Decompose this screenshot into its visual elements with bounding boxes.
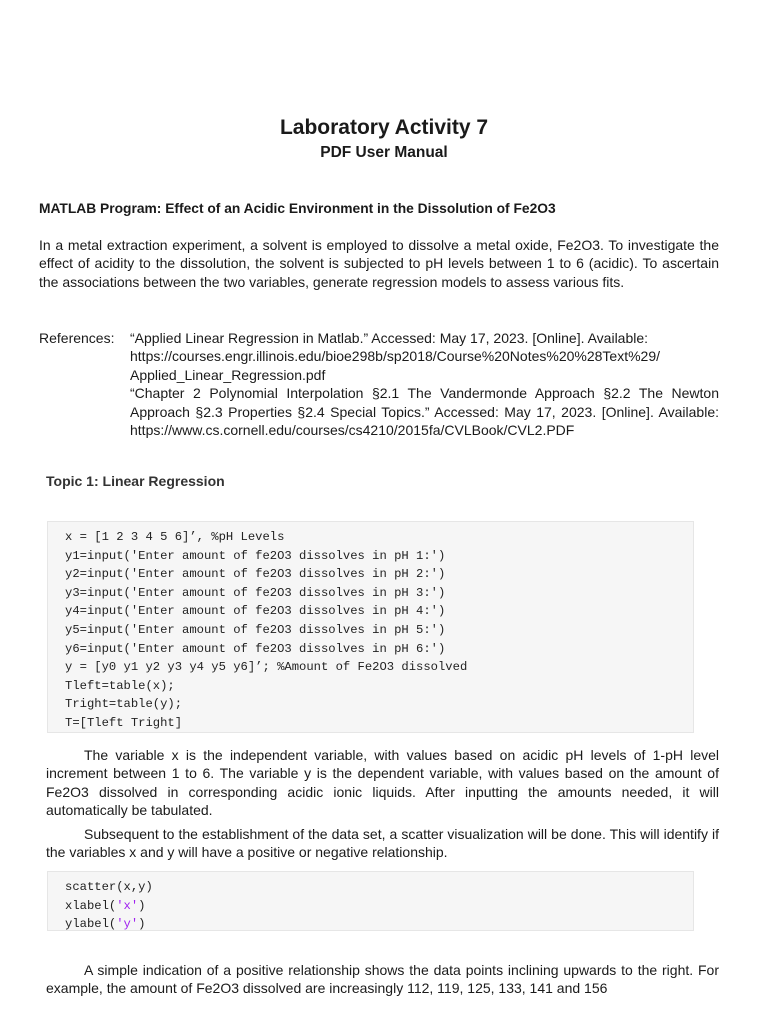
code-token: )	[138, 917, 146, 931]
code-line: y2=input('Enter amount of fe2O3 dissolves in pH 2:')	[65, 567, 446, 582]
reference-2: “Chapter 2 Polynomial Interpolation §2.1 The Vandermonde Approach §2.2 The Newton Approach §2.3 Properties §2.4 Special Topics.” Accessed: May 17, 2023. [Online]. Available: https://www.cs.cornell.edu/courses/cs4210/2015fa/CVLBook/CVL2.PDF	[130, 385, 719, 439]
code-line	[65, 915, 693, 931]
reference-1-url-cont[interactable]: Applied_Linear_Regression.pdf	[130, 366, 326, 383]
code-token: xlabel(	[65, 898, 117, 913]
page-title: Laboratory Activity 7	[279, 116, 489, 139]
code-string: 'x'	[116, 898, 139, 913]
code-line: Tleft=table(x);	[65, 678, 175, 693]
relationship-paragraph: A simple indication of a positive relationship shows the data points inclining upwards to the right. For example, the amount of Fe2O3 dissolved are increasingly 112, 119, 125, 133, 141 and 156	[46, 962, 719, 997]
reference-1-text: “Applied Linear Regression in Matlab.” Accessed: May 17, 2023. [Online]. Available:	[130, 330, 649, 346]
scatter-paragraph: Subsequent to the establishment of the data set, a scatter visualization will be done. This will identify if the variables x and y will have a positive or negative relationship.	[46, 826, 719, 861]
code-line: T=[Tleft Tright]	[65, 715, 183, 730]
code-line: y3=input('Enter amount of fe2O3 dissolves in pH 3:')	[65, 585, 446, 600]
code-string: 'y'	[116, 917, 139, 931]
page-subtitle: PDF User Manual	[320, 144, 448, 161]
reference-1	[130, 329, 719, 384]
program-heading: MATLAB Program: Effect of an Acidic Environment in the Dissolution of Fe2O3	[39, 201, 556, 216]
code-block-scatter	[47, 871, 694, 931]
reference-1-url[interactable]: https://courses.engr.illinois.edu/bioe298b/sp2018/Course%20Notes%20%28Text%29/	[130, 348, 661, 365]
code-token: ylabel(	[65, 917, 117, 931]
code-line: y6=input('Enter amount of fe2O3 dissolves in pH 6:')	[65, 641, 446, 656]
code-line: Tright=table(y);	[65, 697, 183, 712]
references-label: References:	[39, 330, 115, 346]
variables-paragraph: The variable x is the independent variable, with values based on acidic pH levels of 1-pH level increment between 1 to 6. The variable y is the dependent variable, with values based on the amount of Fe2O3 dissolved in corresponding acidic ionic liquids. After inputting the amounts needed, it will automatically be tabulated.	[46, 747, 719, 819]
code-line: y = [y0 y1 y2 y3 y4 y5 y6]’; %Amount of Fe2O3 dissolved	[65, 660, 468, 675]
code-block-regression-input	[47, 521, 694, 733]
code-line: x = [1 2 3 4 5 6]’, %pH Levels	[65, 530, 285, 544]
references-list	[130, 329, 719, 439]
code-line: y1=input('Enter amount of fe2O3 dissolves in pH 1:')	[65, 548, 446, 563]
code-line: y5=input('Enter amount of fe2O3 dissolves in pH 5:')	[65, 622, 446, 637]
intro-paragraph: In a metal extraction experiment, a solvent is employed to dissolve a metal oxide, Fe2O3. To investigate the effect of acidity to the dissolution, the solvent is subjected to pH levels between 1 to 6 (acidic). To ascertain the associations between the two variables, generate regression models to assess various fits.	[39, 237, 719, 290]
topic-1-heading: Topic 1: Linear Regression	[46, 473, 225, 489]
code-line	[65, 897, 693, 916]
code-token: )	[138, 898, 146, 913]
code-line: scatter(x,y)	[65, 880, 153, 894]
code-line: y4=input('Enter amount of fe2O3 dissolves in pH 4:')	[65, 604, 446, 619]
